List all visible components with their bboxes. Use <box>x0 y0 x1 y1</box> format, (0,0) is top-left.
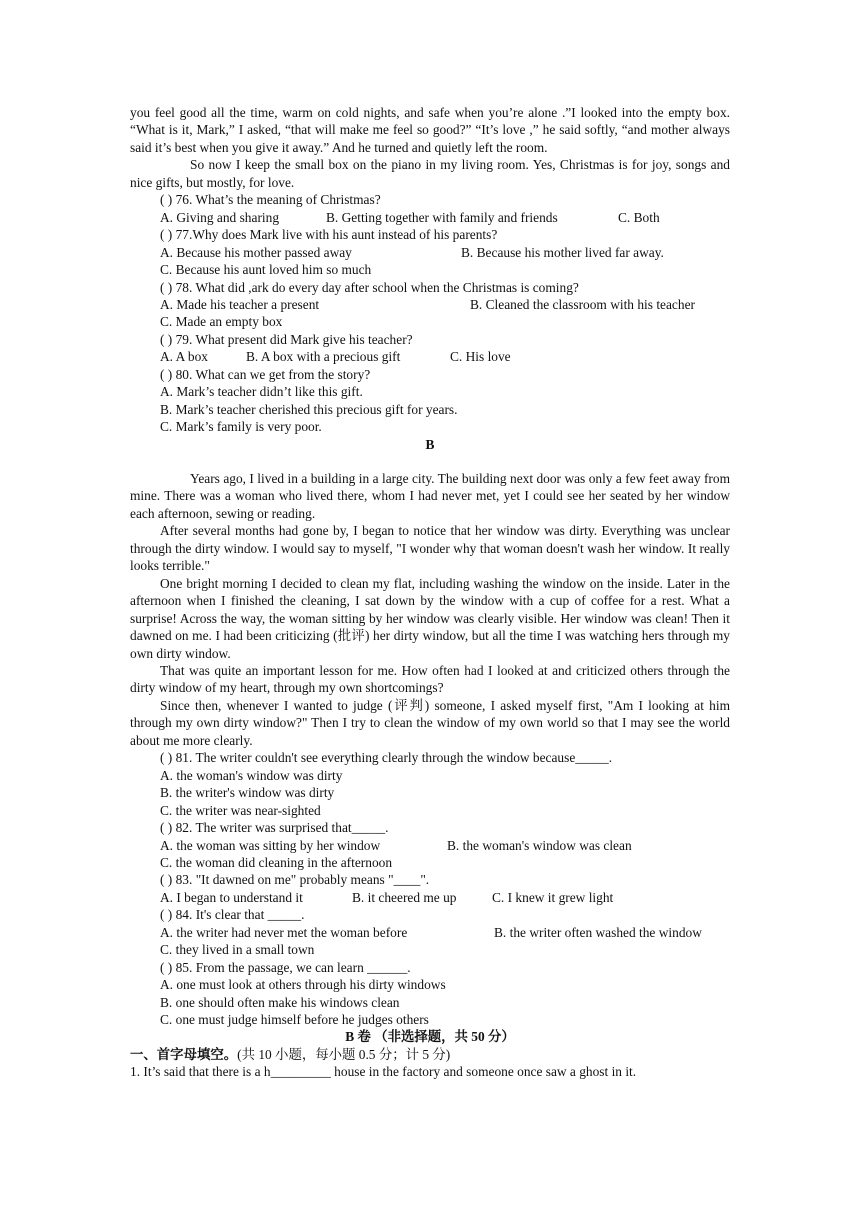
question-stem: ( ) 83. "It dawned on me" probably means "____". <box>160 872 430 888</box>
question-stem: ( ) 77.Why does Mark live with his aunt instead of his parents? <box>160 227 498 243</box>
question-stem: ( ) 79. What present did Mark give his teacher? <box>160 331 413 347</box>
option: A. Because his mother passed away <box>160 244 352 260</box>
option: A. the writer had never met the woman before <box>160 924 408 940</box>
passage-b-paragraph: After several months had gone by, I began to notice that her window was dirty. Everything was unclear through the dirty window. I would say to myself, "I wonder why that woman doesn't wash her window. It really looks terrible." <box>130 523 730 574</box>
option: C. His love <box>450 349 511 365</box>
option: B. A box with a precious gift <box>246 349 401 365</box>
options-row <box>130 296 730 313</box>
option: C. the woman did cleaning in the afternoon <box>160 854 393 870</box>
option: A. Mark’s teacher didn’t like this gift. <box>160 384 363 400</box>
option: B. the writer's window was dirty <box>160 785 335 801</box>
passage-b-paragraph: Since then, whenever I wanted to judge (评判) someone, I asked myself first, "Am I looking at him through my own dirty window?" Then I try to clean the window of my own world so that I may see the world about me more clearly. <box>130 697 730 748</box>
option: C. Because his aunt loved him so much <box>160 262 372 278</box>
options-row <box>130 837 730 854</box>
option: C. they lived in a small town <box>160 942 315 958</box>
options-row <box>130 889 730 906</box>
options-row <box>130 244 730 261</box>
fill-in-item: 1. It’s said that there is a h_________ house in the factory and someone once saw a ghost in it. <box>130 1064 637 1080</box>
option: A. I began to understand it <box>160 889 303 905</box>
question-stem: ( ) 76. What’s the meaning of Christmas? <box>160 192 381 208</box>
passage-a-paragraph: you feel good all the time, warm on cold nights, and safe when you’re alone .”I looked into the empty box. “What is it, Mark,” I asked, “that will make me feel so good?” “It’s love ,” he said softly, “and mother always said it’s best when you give it away.” And he turned and quietly left the room. <box>130 105 730 155</box>
question-stem: ( ) 84. It's clear that _____. <box>160 907 305 923</box>
question-stem: ( ) 78. What did ,ark do every day after school when the Christmas is coming? <box>160 279 579 295</box>
option: B. Cleaned the classroom with his teacher <box>470 296 695 312</box>
option: A. the woman was sitting by her window <box>160 837 381 853</box>
option: C. Both <box>618 209 660 225</box>
option: B. it cheered me up <box>352 889 457 905</box>
part-b-title: B 卷 （非选择题，共 50 分） <box>345 1029 515 1045</box>
question-stem: ( ) 82. The writer was surprised that_____. <box>160 820 389 836</box>
option: C. Mark’s family is very poor. <box>160 419 322 435</box>
option: B. the writer often washed the window <box>494 924 702 940</box>
passage-b-paragraph: That was quite an important lesson for me. How often had I looked at and criticized others through the dirty window of my heart, through my own shortcomings? <box>130 662 730 696</box>
option: B. Mark’s teacher cherished this precious gift for years. <box>160 401 458 417</box>
section-1-heading <box>130 1046 730 1063</box>
options-row <box>130 209 730 226</box>
question-stem: ( ) 80. What can we get from the story? <box>160 366 371 382</box>
option: B. Because his mother lived far away. <box>461 244 664 260</box>
exam-page <box>130 104 730 1081</box>
option: A. Giving and sharing <box>160 209 280 225</box>
section-b-heading: B <box>425 436 435 452</box>
option: A. the woman's window was dirty <box>160 767 343 783</box>
option: B. one should often make his windows clean <box>160 994 400 1010</box>
option: C. I knew it grew light <box>492 889 614 905</box>
option: B. Getting together with family and friends <box>326 209 558 225</box>
options-row <box>130 924 730 941</box>
question-stem: ( ) 85. From the passage, we can learn ______. <box>160 959 411 975</box>
passage-b-paragraph: Years ago, I lived in a building in a large city. The building next door was only a few feet away from mine. There was a woman who lived there, whom I had never met, yet I could see her seated by her window each afternoon, sewing or reading. <box>130 471 730 521</box>
option: A. Made his teacher a present <box>160 296 320 312</box>
question-stem: ( ) 81. The writer couldn't see everything clearly through the window because_____. <box>160 750 613 766</box>
options-row <box>130 348 730 365</box>
option: A. A box <box>160 349 208 365</box>
option: C. Made an empty box <box>160 314 283 330</box>
option: C. the writer was near-sighted <box>160 802 321 818</box>
section-1-title: 一、首字母填空。 <box>130 1046 238 1062</box>
option: C. one must judge himself before he judges others <box>160 1012 429 1027</box>
passage-b-paragraph: One bright morning I decided to clean my flat, including washing the window on the inside. Later in the afternoon when I finished the cleaning, I sat down by the window with a cup of coffee for a rest. What a surprise! Across the way, the woman sitting by her window was clearly visible. Her window was clean! Then it dawned on me. I had been criticizing (批评) her dirty window, but all the time I was watching hers through my own dirty window. <box>130 575 730 661</box>
section-1-note: (共 10 小题，每小题 0.5 分；计 5 分) <box>237 1046 451 1062</box>
option: B. the woman's window was clean <box>447 837 632 853</box>
option: A. one must look at others through his dirty windows <box>160 977 446 993</box>
passage-a-paragraph: So now I keep the small box on the piano in my living room. Yes, Christmas is for joy, songs and nice gifts, but mostly, for love. <box>130 157 730 190</box>
